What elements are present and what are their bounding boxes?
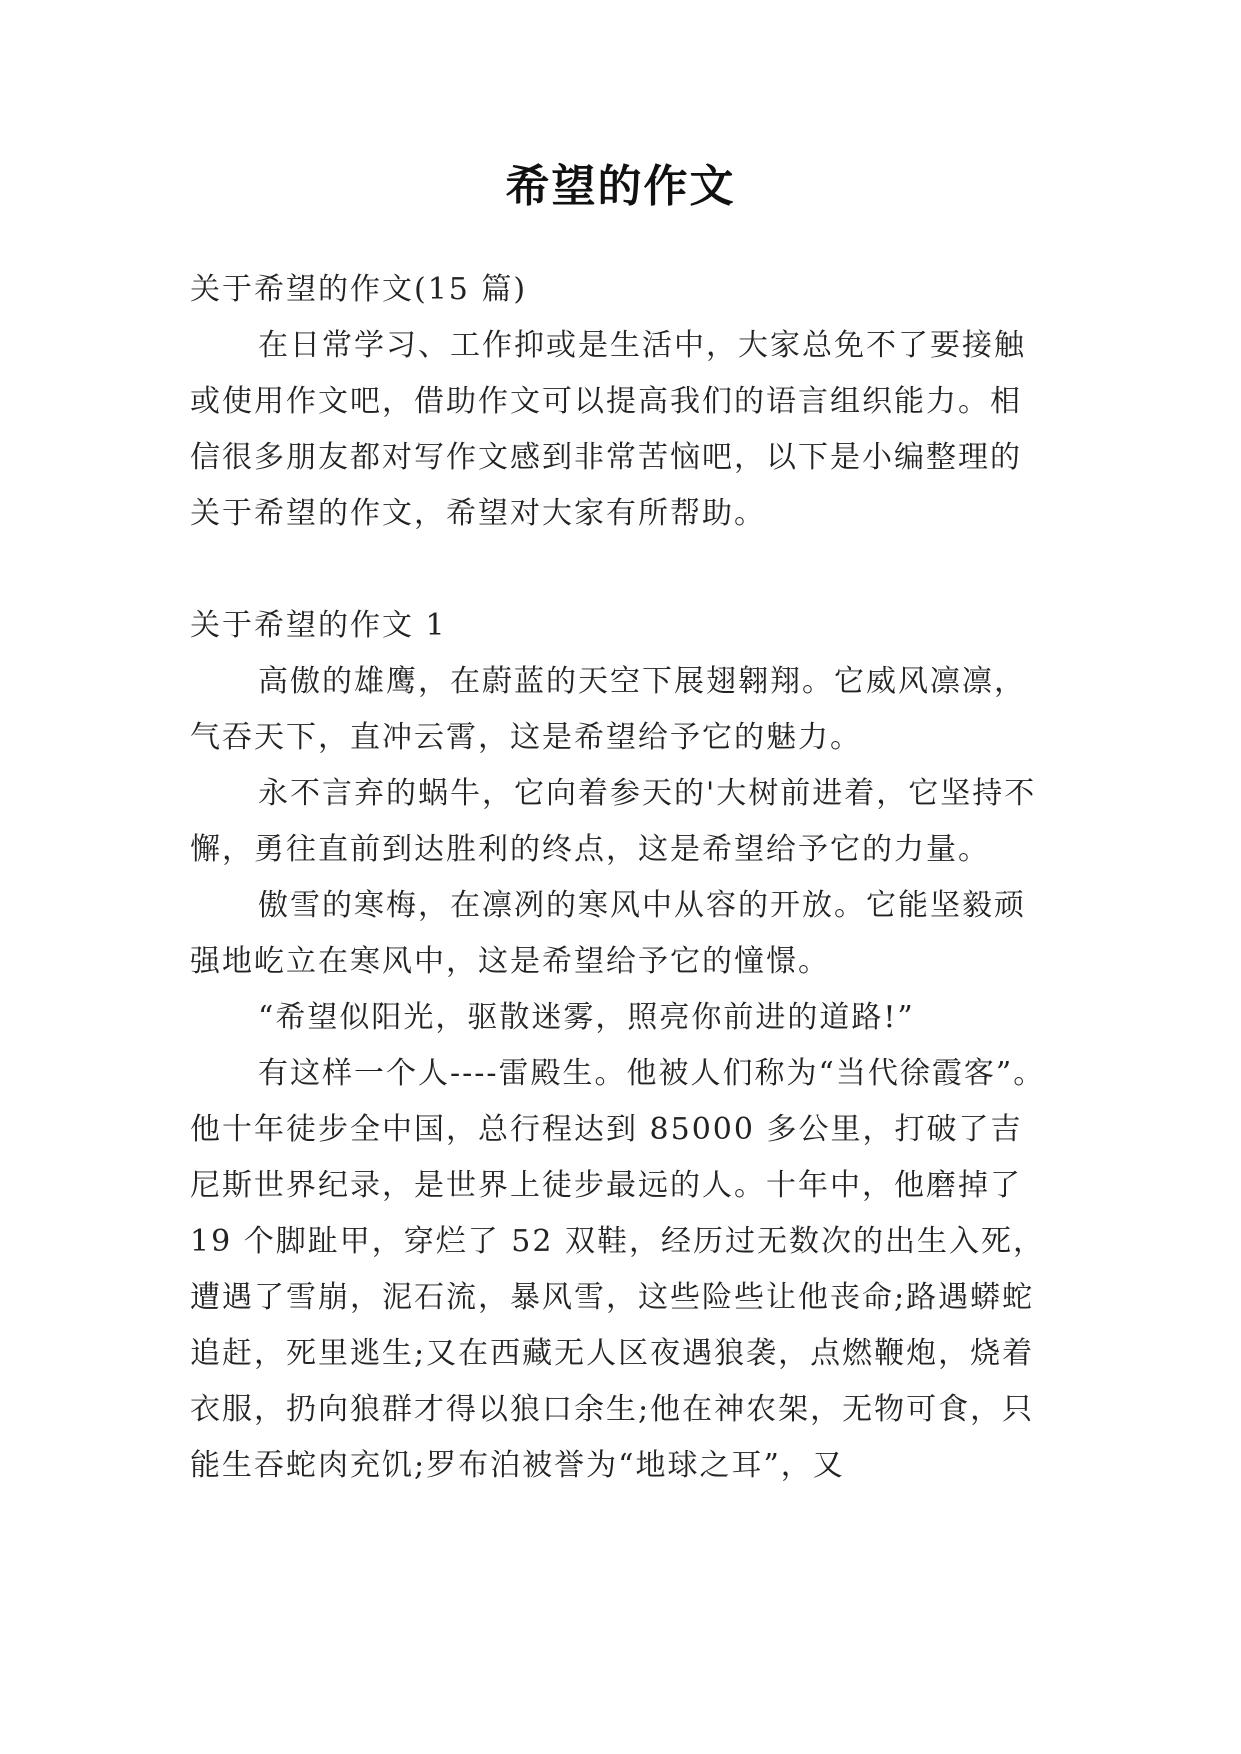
intro-paragraph: 在日常学习、工作抑或是生活中，大家总免不了要接触或使用作文吧，借助作文可以提高我们的语言组织能力。相信很多朋友都对写作文感到非常苦恼吧，以下是小编整理的关于希望的作文，希望对大家有所帮助。 <box>190 328 1026 531</box>
document-body <box>190 262 1050 1494</box>
section-spacer <box>190 542 1050 598</box>
essay-1-paragraph: 傲雪的寒梅，在凛冽的寒风中从容的开放。它能坚毅顽强地屹立在寒风中，这是希望给予它的憧憬。 <box>190 888 1026 979</box>
essay-1-paragraph: 高傲的雄鹰，在蔚蓝的天空下展翅翱翔。它威风凛凛，气吞天下，直冲云霄，这是希望给予它的魅力。 <box>190 664 1026 755</box>
essay-1-paragraph: 永不言弃的蜗牛，它向着参天的'大树前进着，它坚持不懈，勇往直前到达胜利的终点，这是希望给予它的力量。 <box>190 776 1037 867</box>
essay-1-paragraph: 有这样一个人----雷殿生。他被人们称为“当代徐霞客”。他十年徒步全中国，总行程达到 85000 多公里，打破了吉尼斯世界纪录，是世界上徒步最远的人。十年中，他磨掉了 19 个脚趾甲，穿烂了 52 双鞋，经历过无数次的出生入死，遭遇了雪崩，泥石流，暴风雪，这些险些让他丧命;路遇蟒蛇追赶，死里逃生;又在西藏无人区夜遇狼袭，点燃鞭炮，烧着衣服，扔向狼群才得以狼口余生;他在神农架，无物可食，只能生吞蛇肉充饥;罗布泊被誉为“地球之耳”，又 <box>190 1056 1046 1483</box>
intro-heading: 关于希望的作文(15 篇) <box>190 272 528 307</box>
document-title: 希望的作文 <box>505 161 736 212</box>
essay-1-heading: 关于希望的作文 1 <box>190 608 447 643</box>
essay-1-quote: “希望似阳光，驱散迷雾，照亮你前进的道路!” <box>258 1000 915 1035</box>
